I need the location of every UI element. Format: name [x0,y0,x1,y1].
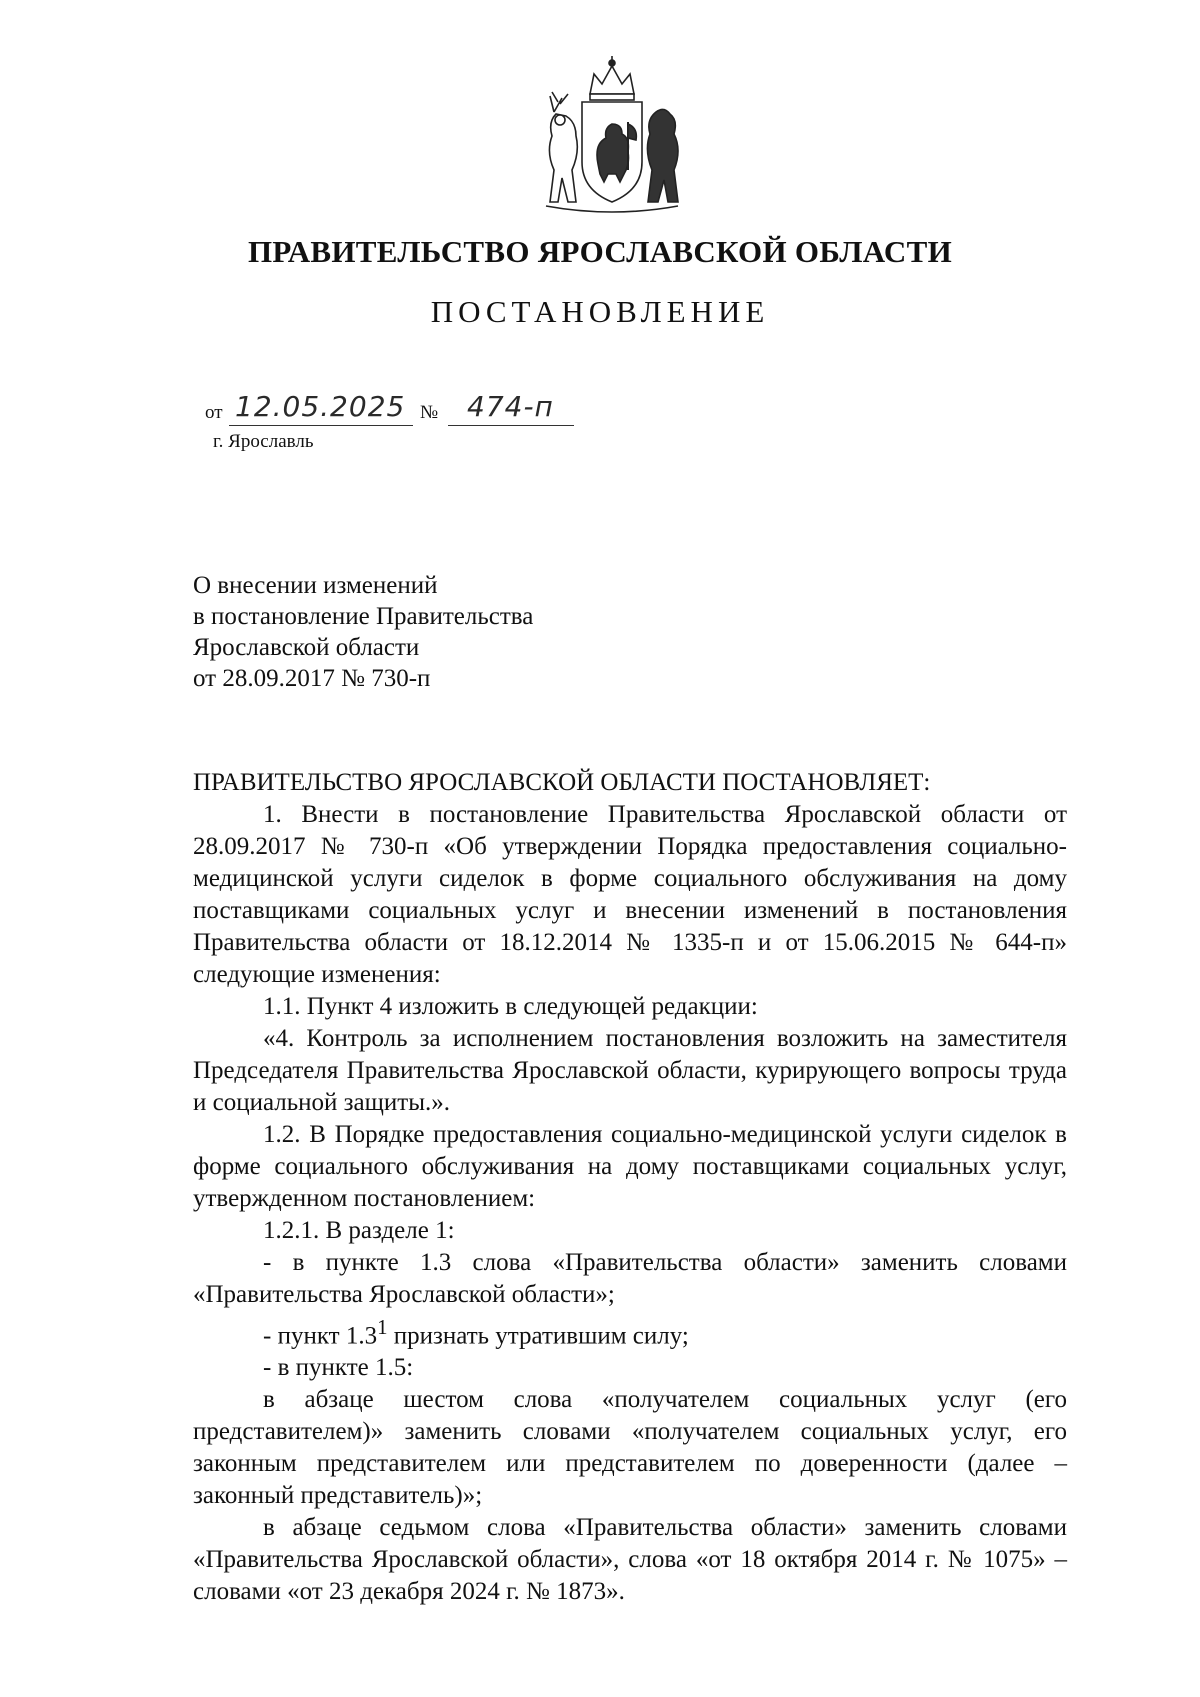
subject-line: от 28.09.2017 № 730-п [193,665,431,692]
subject-line: О внесении изменений [193,572,438,599]
subject-line: Ярославской области [193,634,420,661]
number-prefix: № [420,402,439,423]
date-underline [229,425,413,426]
body-paragraph: в абзаце седьмом слова «Правительства области» заменить словами «Правительства Ярославской области», слова «от 18 октября 2014 г. № 1075» – словами «от 23 декабря 2024 г. № 1873». [193,1514,1067,1606]
date-prefix: от [205,402,223,423]
subject-line: в постановление Правительства [193,603,534,630]
handwritten-date: 12.05.2025 [235,390,406,423]
document-subject [193,570,533,694]
document-body [193,767,1067,1608]
superscript: 1 [377,1315,388,1339]
body-paragraph: 1.1. Пункт 4 изложить в следующей редакции: [263,993,758,1020]
paragraph-start: - пункт 1.3 [263,1322,378,1350]
city-line: г. Ярославль [213,431,314,452]
body-paragraph: «4. Контроль за исполнением постановления возложить на заместителя Председателя Правительства Ярославской области, курирующего вопросы труда и социальной защиты.». [193,1025,1067,1116]
decree-line: ПРАВИТЕЛЬСТВО ЯРОСЛАВСКОЙ ОБЛАСТИ ПОСТАНОВЛЯЕТ: [193,769,931,796]
body-paragraph: 1. Внести в постановление Правительства Ярославской области от 28.09.2017 № 730-п «Об утверждении Порядка предоставления социально-медицинской услуги сиделок в форме социального обслуживания на дому поставщиками социальных услуг и внесении изменений в постановления Правительства области от 18.12.2014 № 1335-п и от 15.06.2015 № 644-п» следующие изменения: [193,801,1067,988]
body-paragraph [193,1311,1067,1352]
coat-of-arms-icon [532,52,692,222]
handwritten-number: 474-п [467,390,554,423]
organization-title: ПРАВИТЕЛЬСТВО ЯРОСЛАВСКОЙ ОБЛАСТИ [248,234,952,269]
paragraph-rest: признать утратившим силу; [387,1322,689,1350]
body-paragraph: 1.2.1. В разделе 1: [263,1217,455,1244]
number-underline [448,425,574,426]
body-paragraph: в абзаце шестом слова «получателем социальных услуг (его представителем)» заменить словами «получателем социальных услуг, его законным представителем или представителем по доверенности (далее – законный представитель)»; [193,1386,1067,1510]
body-paragraph: - в пункте 1.3 слова «Правительства области» заменить словами «Правительства Ярославской области»; [193,1249,1067,1308]
date-number-line [205,392,625,428]
document-type: ПОСТАНОВЛЕНИЕ [430,294,770,329]
body-paragraph: - в пункте 1.5: [263,1354,414,1382]
body-paragraph: 1.2. В Порядке предоставления социально-медицинской услуги сиделок в форме социального обслуживания на дому поставщиками социальных услуг, утвержденном постановлением: [193,1121,1067,1212]
